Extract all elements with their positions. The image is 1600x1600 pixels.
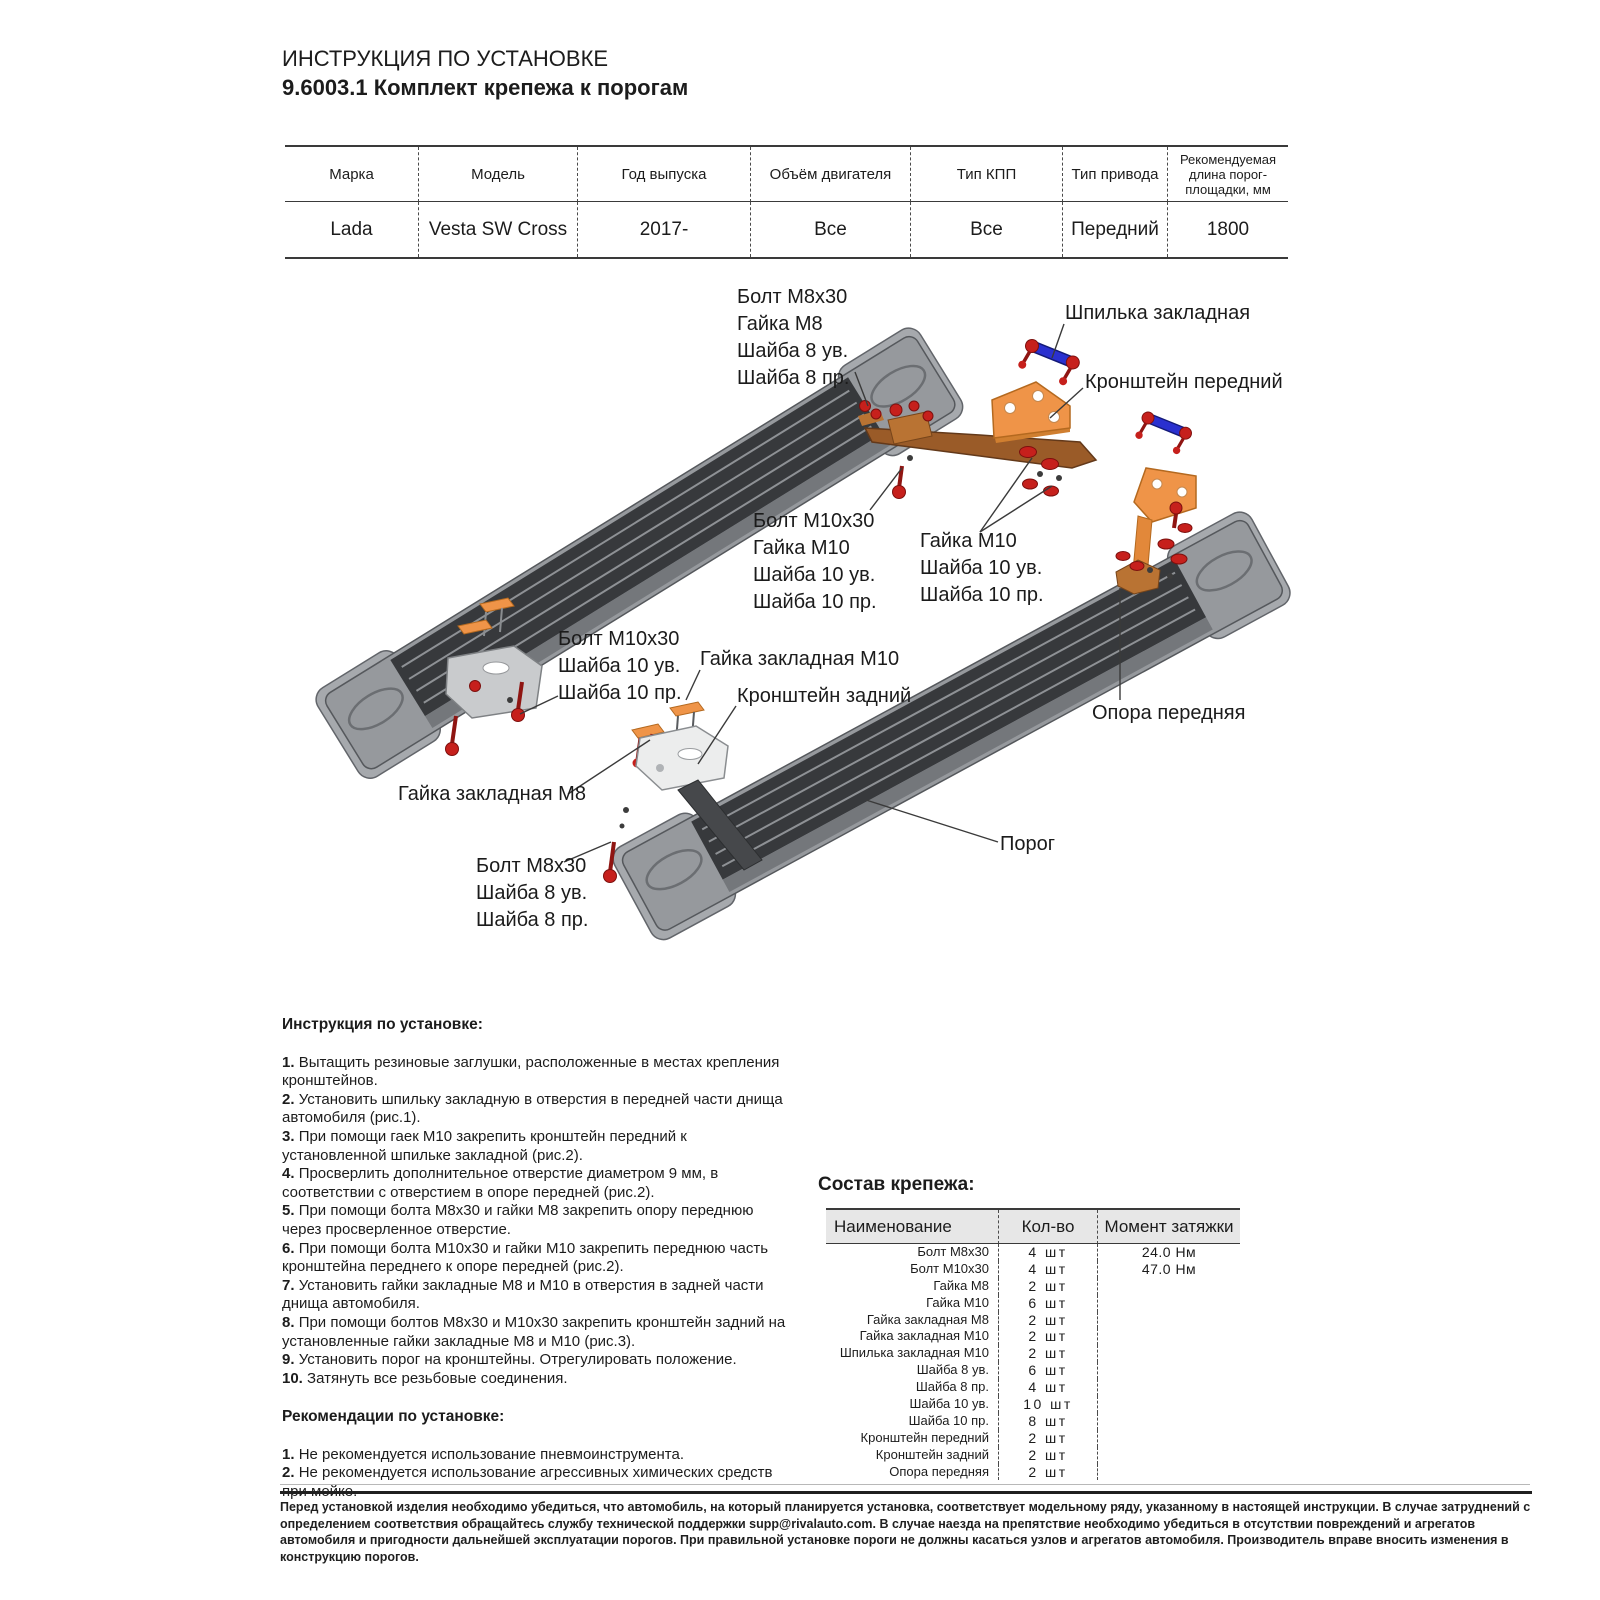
vehicle-col-header: Тип КПП (910, 147, 1062, 202)
label-bolt-m10-front: Болт М10х30 Гайка М10 Шайба 10 ув. Шайба 10 пр. (753, 510, 877, 613)
recommendation-item: 2. Не рекомендуется использование агрессивных химических средств при мойке. (282, 1464, 773, 1501)
vehicle-cell: Все (750, 202, 910, 257)
vehicle-col-header: Марка (285, 147, 418, 202)
part-name: Шпилька закладная М10 (839, 1345, 989, 1361)
part-torque: 24.0 Нм (1097, 1244, 1240, 1261)
label-bolt-m10-rear: Болт М10х30 Шайба 10 ув. Шайба 10 пр. (558, 628, 682, 704)
instruction-step: 6. При помощи болта М10х30 и гайки М10 закрепить переднюю часть кронштейна переднего к опоре передней (рис.2). (282, 1239, 769, 1276)
label-embedded-nut-m8: Гайка закладная М8 (398, 783, 586, 805)
instructions-heading: Инструкция по установке: (282, 1016, 483, 1033)
part-name: Шайба 8 пр. (915, 1379, 989, 1395)
page-title (282, 44, 688, 102)
vehicle-col-header: Рекомендуемая длина порог-площадки, мм (1167, 147, 1288, 202)
part-torque (1097, 1396, 1240, 1413)
label-bolt-m8-front: Болт М8х30 Гайка М8 Шайба 8 ув. Шайба 8 пр. (737, 286, 850, 389)
vehicle-cell: Vesta SW Cross (418, 202, 577, 257)
part-torque (1097, 1278, 1240, 1295)
part-torque (1097, 1447, 1240, 1464)
label-rear-bracket: Кронштейн задний (737, 685, 912, 707)
label-front-bracket: Кронштейн передний (1085, 371, 1283, 393)
instruction-step: 7. Установить гайки закладные М8 и М10 в отверстия в задней части днища автомобиля. (282, 1276, 764, 1313)
part-qty: 2 шт (998, 1278, 1097, 1295)
part-torque (1097, 1362, 1240, 1379)
vehicle-col-header: Объём двигателя (750, 147, 910, 202)
title-line2: 9.6003.1 Комплект крепежа к порогам (282, 75, 689, 100)
part-qty: 4 шт (998, 1261, 1097, 1278)
part-torque: 47.0 Нм (1097, 1261, 1240, 1278)
vehicle-cell: 2017- (577, 202, 750, 257)
recommendations-heading: Рекомендации по установке: (282, 1408, 505, 1426)
label-bolt-m8-rear: Болт М8х30 Шайба 8 ув. Шайба 8 пр. (476, 855, 589, 931)
vehicle-cell: Все (910, 202, 1062, 257)
part-name: Шайба 10 пр. (908, 1412, 989, 1428)
part-name: Гайка закладная М10 (859, 1328, 989, 1344)
embedded-stud-icon (1017, 338, 1082, 389)
part-qty: 6 шт (998, 1295, 1097, 1312)
label-sill: Порог (1000, 833, 1056, 855)
installation-diagram (280, 270, 1320, 970)
part-qty: 10 шт (998, 1396, 1097, 1413)
part-torque (1097, 1328, 1240, 1345)
instruction-step: 4. Просверлить дополнительное отверстие диаметром 9 мм, в соответствии с отверстием в опоре передней (рис.2). (282, 1165, 719, 1201)
vehicle-col-header: Модель (418, 147, 577, 202)
part-qty: 2 шт (998, 1312, 1097, 1329)
part-torque (1097, 1345, 1240, 1362)
part-name: Гайка закладная М8 (866, 1311, 989, 1327)
instruction-step: 5. При помощи болта М8х30 и гайки М8 закрепить опору переднюю через просверленное отверстие. (282, 1202, 754, 1238)
instruction-step: 1. Вытащить резиновые заглушки, расположенные в местах крепления кронштейнов. (282, 1053, 780, 1090)
instruction-step: 8. При помощи болтов М8х30 и М10х30 закрепить кронштейн задний на установленные гайки закладные М8 и М10 (рис.3). (282, 1313, 786, 1350)
part-torque (1097, 1413, 1240, 1430)
vehicle-cell: Передний (1062, 202, 1167, 257)
label-embedded-nut-m10: Гайка закладная М10 (700, 648, 900, 670)
vehicle-col-header: Тип привода (1062, 147, 1167, 202)
label-front-support: Опора передняя (1092, 702, 1246, 724)
installation-instructions (282, 1016, 794, 1502)
part-name: Кронштейн задний (875, 1446, 989, 1462)
embedded-stud-icon (1134, 410, 1193, 457)
footer-disclaimer: Перед установкой изделия необходимо убедиться, что автомобиль, на который планируется установка, соответствует модельному ряду, указанному в настоящей инструкции. В случае затруднений с определением соответствия обращайтесь службу технической поддержки supp@rivalauto.com. В случае наезда на препятствие необходимо убедиться в отсутствии повреждений и агрегатов автомобиля и пригодности дальнейшей эксплуатации порогов. При правильной установке пороги не должны касаться узлов и агрегатов автомобиля. Производитель вправе вносить изменения в конструкцию порогов. (280, 1491, 1532, 1565)
part-qty: 2 шт (998, 1345, 1097, 1362)
vehicle-cell: Lada (330, 218, 373, 240)
part-name: Шайба 10 ув. (909, 1396, 989, 1412)
part-torque (1097, 1430, 1240, 1447)
part-qty: 4 шт (998, 1379, 1097, 1396)
parts-heading: Состав крепежа: (818, 1174, 975, 1195)
part-name: Шайба 8 ув. (916, 1362, 989, 1378)
part-qty: 2 шт (998, 1447, 1097, 1464)
part-qty: 8 шт (998, 1413, 1097, 1430)
instruction-step: 2. Установить шпильку закладную в отверстия в передней части днища автомобиля (рис.1). (282, 1090, 783, 1127)
recommendation-item: 1. Не рекомендуется использование пневмоинструмента. (282, 1445, 684, 1463)
parts-col-header: Момент затяжки (1097, 1210, 1240, 1244)
parts-col-header: Наименование (826, 1210, 998, 1244)
parts-table (826, 1208, 1240, 1480)
part-qty: 2 шт (998, 1430, 1097, 1447)
part-name: Болт М8х30 (917, 1244, 989, 1259)
instruction-step: 10. Затянуть все резьбовые соединения. (282, 1369, 568, 1387)
part-name: Гайка М8 (933, 1277, 989, 1293)
part-torque (1097, 1295, 1240, 1312)
part-qty: 4 шт (998, 1244, 1097, 1261)
part-qty: 6 шт (998, 1362, 1097, 1379)
title-line1: ИНСТРУКЦИЯ ПО УСТАНОВКЕ (282, 46, 609, 71)
part-name: Гайка М10 (926, 1294, 989, 1310)
part-name: Кронштейн передний (860, 1429, 989, 1445)
parts-col-header: Кол-во (998, 1210, 1097, 1244)
instruction-step: 3. При помощи гаек М10 закрепить кронштейн передний к установленной шпильке закладной (рис.2). (282, 1127, 687, 1164)
part-qty: 2 шт (998, 1328, 1097, 1345)
part-name: Опора передняя (889, 1463, 989, 1479)
label-embedded-stud: Шпилька закладная (1065, 302, 1251, 324)
part-torque (1097, 1312, 1240, 1329)
vehicle-col-header: Год выпуска (577, 147, 750, 202)
part-torque (1097, 1379, 1240, 1396)
instruction-step: 9. Установить порог на кронштейны. Отрегулировать положение. (282, 1351, 737, 1369)
part-torque (1097, 1464, 1240, 1481)
vehicle-table (285, 145, 1288, 259)
vehicle-cell: 1800 (1167, 202, 1288, 257)
label-nut-m10: Гайка М10 Шайба 10 ув. Шайба 10 пр. (920, 530, 1044, 606)
part-name: Болт М10х30 (910, 1260, 989, 1276)
part-qty: 2 шт (998, 1464, 1097, 1481)
divider-line (280, 1484, 1530, 1485)
